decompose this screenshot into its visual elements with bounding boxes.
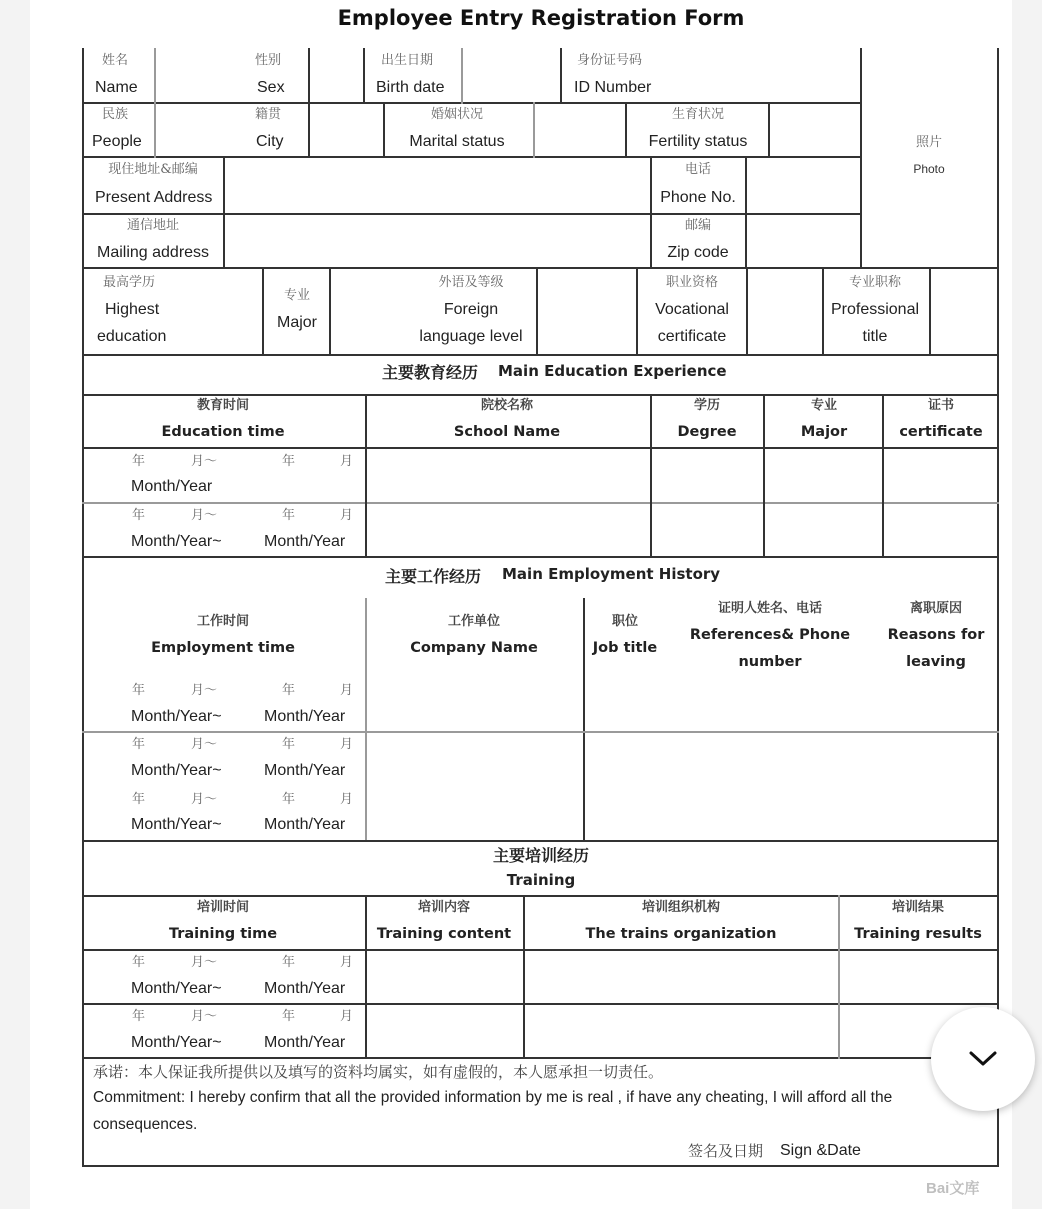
professional-label-1: Professional	[830, 301, 920, 318]
ref-header-1: References& Phone	[689, 627, 851, 643]
grid-line	[82, 447, 999, 449]
grid-line	[583, 598, 585, 842]
marital-label-cn: 婚姻状况	[430, 107, 484, 122]
vocational-label-cn: 职业资格	[665, 275, 719, 290]
city-label: City	[256, 133, 284, 150]
grid-line	[82, 1057, 999, 1059]
edu-row2-from: Month/Year~	[131, 533, 222, 550]
cert-header-cn: 证书	[927, 398, 955, 413]
foreign-label-2: language level	[419, 328, 523, 345]
photo-label-cn: 照片	[915, 135, 943, 150]
train-row1-from: Month/Year~	[131, 980, 222, 997]
emp-row2-month: 月～	[191, 737, 218, 752]
major-label: Major	[276, 314, 318, 331]
edu-row2-month: 月～	[191, 508, 218, 523]
train-row2-year-to: 年	[282, 1009, 296, 1024]
grid-line	[308, 48, 310, 158]
employment-heading-cn: 主要工作经历	[385, 567, 482, 586]
train-time-header: Training time	[168, 926, 278, 942]
grid-line	[822, 267, 824, 356]
emp-row1-month-to: 月	[340, 683, 354, 698]
education-heading: Main Education Experience	[498, 362, 727, 380]
training-heading-cn: 主要培训经历	[492, 846, 590, 865]
edu-row1-month-to: 月	[340, 454, 354, 469]
highest-edu-label-cn: 最高学历	[103, 275, 156, 290]
emp-time-header-cn: 工作时间	[196, 614, 250, 629]
chevron-down-icon	[968, 1050, 998, 1068]
grid-line	[383, 102, 385, 158]
edu-major-header-cn: 专业	[810, 398, 838, 413]
emp-row1-from: Month/Year~	[131, 708, 222, 725]
highest-edu-label-2: education	[97, 328, 167, 345]
company-header: Company Name	[410, 640, 538, 656]
emp-row2-year: 年	[132, 737, 146, 752]
edu-row1-month: 月～	[191, 454, 218, 469]
vocational-label-2: certificate	[657, 328, 727, 345]
collapse-button[interactable]	[931, 1007, 1035, 1111]
grid-line	[363, 48, 365, 104]
present-address-label-cn: 现住地址&邮编	[108, 162, 198, 177]
emp-row1-month: 月～	[191, 683, 218, 698]
emp-row1-to: Month/Year	[264, 708, 346, 725]
emp-time-header: Employment time	[151, 640, 295, 656]
phone-label-cn: 电话	[684, 162, 712, 177]
zip-label: Zip code	[667, 244, 729, 261]
grid-line	[82, 394, 999, 396]
highest-edu-label-1: Highest	[105, 301, 160, 318]
professional-label-2: title	[862, 328, 888, 345]
content-header-cn: 培训内容	[417, 900, 471, 915]
sex-label-cn: 性别	[255, 53, 282, 68]
emp-row3-month-to: 月	[340, 792, 354, 807]
employment-heading: Main Employment History	[502, 565, 721, 583]
train-row2-to: Month/Year	[264, 1034, 346, 1051]
school-header-cn: 院校名称	[480, 398, 534, 413]
edu-row2-year-to: 年	[282, 508, 296, 523]
result-header: Training results	[854, 926, 982, 942]
grid-line	[82, 502, 999, 504]
form-title: Employee Entry Registration Form	[337, 6, 745, 30]
border-right	[997, 48, 999, 1167]
ref-header-2: number	[738, 654, 802, 670]
train-row1-year: 年	[132, 955, 146, 970]
school-header: School Name	[453, 424, 561, 440]
grid-line	[223, 156, 225, 269]
emp-row2-to: Month/Year	[264, 762, 346, 779]
edu-row2-year: 年	[132, 508, 146, 523]
train-row2-month-to: 月	[340, 1009, 354, 1024]
emp-row1-year-to: 年	[282, 683, 296, 698]
train-row2-month: 月～	[191, 1009, 218, 1024]
grid-line	[745, 156, 747, 269]
grid-line	[82, 731, 999, 733]
edu-row1-year-to: 年	[282, 454, 296, 469]
grid-line	[154, 48, 156, 104]
company-header-cn: 工作单位	[447, 614, 501, 629]
emp-row3-month: 月～	[191, 792, 218, 807]
people-label-cn: 民族	[102, 107, 129, 122]
emp-row2-month-to: 月	[340, 737, 354, 752]
edu-time-header: Education time	[161, 424, 285, 440]
grid-line	[461, 48, 463, 104]
train-row1-to: Month/Year	[264, 980, 346, 997]
people-label: People	[92, 133, 142, 150]
grid-line	[838, 895, 840, 1059]
foreign-label-cn: 外语及等级	[438, 275, 504, 290]
present-address-label: Present Address	[95, 189, 213, 206]
job-header: Job title	[592, 640, 658, 656]
grid-line	[365, 394, 367, 558]
name-label-cn: 姓名	[102, 53, 129, 68]
phone-label: Phone No.	[660, 189, 736, 206]
emp-row1-year: 年	[132, 683, 146, 698]
zip-label-cn: 邮编	[684, 218, 712, 233]
emp-row3-year: 年	[132, 792, 146, 807]
commitment-en-line1: Commitment: I hereby confirm that all the provided information by me is real , if have any cheating, I will afford all the	[93, 1090, 893, 1106]
city-label-cn: 籍贯	[255, 107, 282, 122]
grid-line	[636, 267, 638, 356]
content-header: Training content	[376, 926, 512, 942]
grid-line	[82, 102, 862, 104]
emp-row3-to: Month/Year	[264, 816, 346, 833]
grid-line	[768, 102, 770, 158]
grid-line	[860, 48, 862, 269]
vocational-label-1: Vocational	[655, 301, 729, 318]
emp-row2-from: Month/Year~	[131, 762, 222, 779]
photo-label: Photo	[913, 162, 945, 176]
mailing-address-label: Mailing address	[97, 244, 210, 261]
grid-line	[929, 267, 931, 356]
org-header-cn: 培训组织机构	[641, 900, 721, 915]
birth-label: Birth date	[376, 79, 445, 96]
train-row2-from: Month/Year~	[131, 1034, 222, 1051]
grid-line	[329, 267, 331, 356]
border-left	[82, 48, 84, 1167]
id-label: ID Number	[574, 79, 652, 96]
commitment-cn: 承诺：本人保证我所提供以及填写的资料均属实，如有虚假的，本人愿承担一切责任。	[93, 1063, 664, 1081]
name-label: Name	[95, 79, 138, 96]
reason-header-2: leaving	[906, 654, 966, 670]
result-header-cn: 培训结果	[891, 900, 945, 915]
grid-line	[650, 156, 652, 269]
degree-header-cn: 学历	[693, 398, 721, 413]
sign-label-cn: 签名及日期	[688, 1142, 764, 1160]
emp-row2-year-to: 年	[282, 737, 296, 752]
grid-line	[365, 895, 367, 1059]
grid-line	[82, 840, 999, 842]
grid-line	[533, 102, 535, 158]
train-row2-year: 年	[132, 1009, 146, 1024]
train-time-header-cn: 培训时间	[196, 900, 250, 915]
grid-line	[746, 267, 748, 356]
train-row1-year-to: 年	[282, 955, 296, 970]
fertility-label-cn: 生育状况	[671, 107, 725, 122]
edu-major-header: Major	[800, 424, 848, 440]
grid-line	[262, 267, 264, 356]
sex-label: Sex	[257, 79, 285, 96]
grid-line	[82, 354, 999, 356]
cert-header: certificate	[899, 424, 983, 440]
fertility-label: Fertility status	[648, 133, 748, 150]
birth-label-cn: 出生日期	[381, 53, 434, 68]
edu-row1-year: 年	[132, 454, 146, 469]
job-header-cn: 职位	[611, 614, 639, 629]
marital-label: Marital status	[409, 133, 505, 150]
grid-line	[82, 895, 999, 897]
grid-line	[882, 394, 884, 558]
org-header: The trains organization	[585, 926, 777, 942]
sign-label: Sign &Date	[780, 1142, 861, 1159]
edu-row1-from: Month/Year	[131, 478, 213, 495]
edu-time-header-cn: 教育时间	[196, 398, 250, 413]
train-row1-month-to: 月	[340, 955, 354, 970]
degree-header: Degree	[677, 424, 737, 440]
grid-line	[650, 394, 652, 558]
reason-header-cn: 离职原因	[909, 601, 963, 616]
grid-line	[560, 48, 562, 104]
emp-row3-from: Month/Year~	[131, 816, 222, 833]
edu-row2-month-to: 月	[340, 508, 354, 523]
grid-line	[154, 102, 156, 158]
major-label-cn: 专业	[283, 288, 311, 303]
grid-line	[625, 102, 627, 158]
education-heading-cn: 主要教育经历	[382, 363, 479, 382]
grid-line	[82, 1003, 999, 1005]
id-label-cn: 身份证号码	[577, 53, 643, 68]
mailing-address-label-cn: 通信地址	[126, 218, 180, 233]
grid-line	[763, 394, 765, 558]
training-heading: Training	[506, 871, 576, 889]
grid-line	[82, 556, 999, 558]
edu-row2-to: Month/Year	[264, 533, 346, 550]
ref-header-cn: 证明人姓名、电话	[717, 601, 823, 616]
professional-label-cn: 专业职称	[848, 275, 902, 290]
baidu-watermark: Bai文库	[926, 1180, 980, 1197]
grid-line	[536, 267, 538, 356]
train-row1-month: 月～	[191, 955, 218, 970]
grid-line	[82, 949, 999, 951]
reason-header-1: Reasons for	[887, 627, 985, 643]
emp-row3-year-to: 年	[282, 792, 296, 807]
grid-line	[523, 895, 525, 1059]
grid-line	[365, 598, 367, 842]
commitment-en-line2: consequences.	[93, 1116, 198, 1133]
border-bottom	[82, 1165, 999, 1167]
foreign-label-1: Foreign	[443, 301, 499, 318]
